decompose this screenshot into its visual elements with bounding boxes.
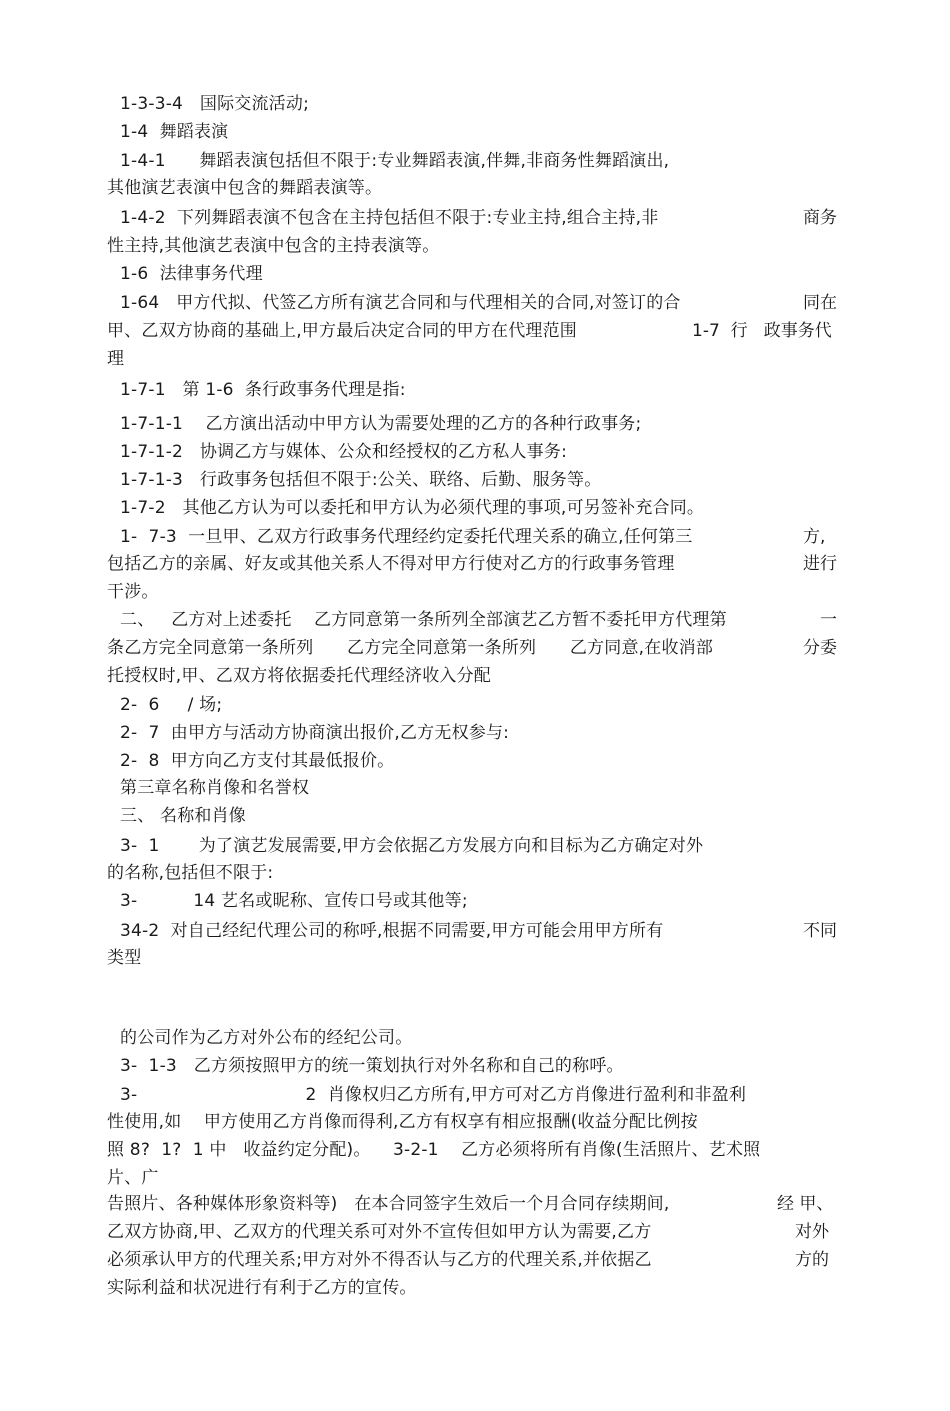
text-line: 2- 8 甲方向乙方支付其最低报价。 (120, 751, 395, 771)
text-line: 1-3-3-4 国际交流活动; (120, 94, 310, 114)
text-line: 的名称,包括但不限于: (107, 863, 274, 883)
text-fragment: 进行 (803, 554, 837, 574)
text-line: 实际利益和状况进行有利于乙方的宣传。 (107, 1278, 417, 1298)
text-line: 托授权时,甲、乙双方将依据委托代理经济收入分配 (107, 666, 492, 686)
text-fragment: 商务 (803, 208, 837, 228)
text-line: 3- 1-3 乙方须按照甲方的统一策划执行对外名称和自己的称呼。 (120, 1056, 624, 1076)
section-heading: 1-6 法律事务代理 (120, 264, 263, 284)
text-line: 1-4-1 舞蹈表演包括但不限于:专业舞蹈表演,伴舞,非商务性舞蹈演出, (120, 151, 670, 171)
text-line: 3- 1 为了演艺发展需要,甲方会依据乙方发展方向和目标为乙方确定对外 (120, 836, 704, 856)
text-fragment: 分委 (803, 638, 837, 658)
text-line: 34-2 对自己经纪代理公司的称呼,根据不同需要,甲方可能会用甲方所有 (120, 921, 664, 941)
text-line: 1-7-1-2 协调乙方与媒体、公众和经授权的乙方私人事务: (120, 442, 568, 462)
text-line: 1-7-1-3 行政事务包括但不限于:公关、联络、后勤、服务等。 (120, 470, 602, 490)
text-line: 二、 乙方对上述委托 乙方同意第一条所列全部演艺乙方暂不委托甲方代理第 (120, 610, 727, 630)
text-line: 1-7-2 其他乙方认为可以委托和甲方认为必须代理的事项,可另签补充合同。 (120, 498, 705, 518)
section-heading: 1-7 行 政事务代 (692, 321, 832, 341)
text-line: 性使用,如 甲方使用乙方肖像而得利,乙方有权享有相应报酬(收益分配比例按 (107, 1112, 698, 1132)
section-heading: 1-4 舞蹈表演 (120, 122, 229, 142)
text-line: 其他演艺表演中包含的舞蹈表演等。 (107, 178, 383, 198)
text-line: 性主持,其他演艺表演中包含的主持表演等。 (107, 236, 440, 256)
text-line: 1-7-1 第 1-6 条行政事务代理是指: (120, 380, 406, 400)
text-line: 告照片、各种媒体形象资料等) 在本合同签字生效后一个月合同存续期间, (107, 1194, 670, 1214)
text-line: 2- 6 / 场; (120, 695, 223, 715)
text-line: 1-64 甲方代拟、代签乙方所有演艺合同和与代理相关的合同,对签订的合 (120, 293, 681, 313)
text-line: 的公司作为乙方对外公布的经纪公司。 (120, 1028, 413, 1048)
text-line: 3- 2 肖像权归乙方所有,甲方可对乙方肖像进行盈利和非盈利 (120, 1085, 747, 1105)
text-fragment: 一 (820, 610, 837, 630)
chapter-heading: 第三章名称肖像和名誉权 (120, 778, 310, 798)
text-fragment: 方的 (795, 1250, 829, 1270)
text-line: 1- 7-3 一旦甲、乙双方行政事务代理经约定委托代理关系的确立,任何第三 (120, 527, 693, 547)
text-line: 甲、乙双方协商的基础上,甲方最后决定合同的甲方在代理范围 (107, 321, 578, 341)
text-line: 片、广 (107, 1168, 159, 1188)
text-line: 类型 (107, 948, 142, 968)
section-heading: 三、 名称和肖像 (120, 806, 247, 826)
text-line: 必须承认甲方的代理关系;甲方对外不得否认与乙方的代理关系,并依据乙 (107, 1250, 652, 1270)
text-line: 1-7-1-1 乙方演出活动中甲方认为需要处理的乙方的各种行政事务; (120, 414, 642, 434)
text-line: 理 (107, 349, 125, 369)
text-fragment: 方, (803, 527, 826, 547)
text-line: 包括乙方的亲属、好友或其他关系人不得对甲方行使对乙方的行政事务管理 (107, 554, 675, 574)
text-line: 3- 14 艺名或昵称、宣传口号或其他等; (120, 891, 468, 911)
text-fragment: 经 甲、 (777, 1194, 834, 1214)
text-line: 照 8? 1? 1 中 收益约定分配)。 3-2-1 乙方必须将所有肖像(生活照片、艺术照 (107, 1140, 761, 1160)
text-line: 2- 7 由甲方与活动方协商演出报价,乙方无权参与: (120, 723, 510, 743)
text-line: 乙双方协商,甲、乙双方的代理关系可对外不宣传但如甲方认为需要,乙方 (107, 1222, 652, 1242)
text-fragment: 同在 (803, 293, 837, 313)
text-line: 1-4-2 下列舞蹈表演不包含在主持包括但不限于:专业主持,组合主持,非 (120, 208, 659, 228)
text-line: 干涉。 (107, 582, 159, 602)
text-fragment: 不同 (803, 921, 837, 941)
text-line: 条乙方完全同意第一条所列 乙方完全同意第一条所列 乙方同意,在收消部 (107, 638, 714, 658)
text-fragment: 对外 (795, 1222, 829, 1242)
